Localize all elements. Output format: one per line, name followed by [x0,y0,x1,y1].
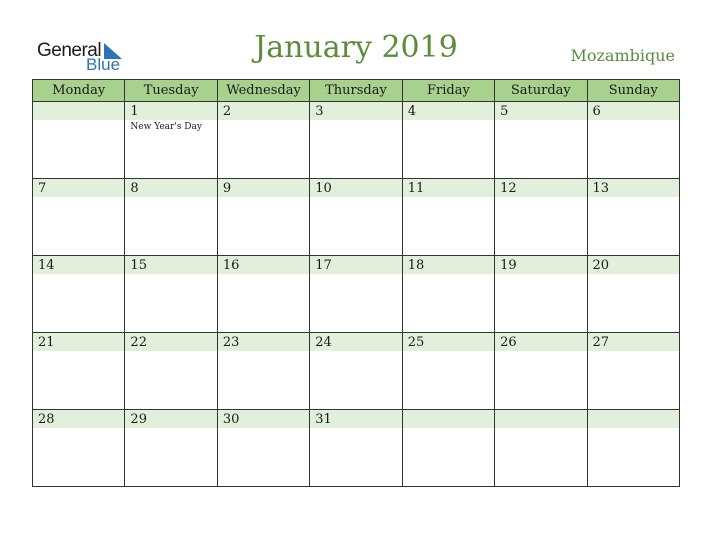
day-number: 28 [33,410,124,428]
weekday-header-row [33,80,680,102]
week-row [33,410,680,487]
day-number: 6 [588,102,679,120]
day-cell [310,256,402,333]
day-number: 20 [588,256,679,274]
day-number: 19 [495,256,586,274]
country-label: Mozambique [570,46,675,65]
day-cell [587,179,679,256]
day-number: 11 [403,179,494,197]
day-number [403,410,494,428]
day-number: 30 [218,410,309,428]
day-number: 9 [218,179,309,197]
day-number: 29 [125,410,216,428]
day-cell [217,102,309,179]
day-cell [587,333,679,410]
day-cell [33,333,125,410]
weekday-header: Sunday [587,80,679,102]
month-title: January 2019 [254,30,458,65]
day-cell [125,179,217,256]
day-number: 16 [218,256,309,274]
day-number: 27 [588,333,679,351]
day-number: 1 [125,102,216,120]
day-cell [125,256,217,333]
day-number: 13 [588,179,679,197]
day-cell [310,333,402,410]
week-row [33,179,680,256]
day-cell [495,333,587,410]
day-number: 12 [495,179,586,197]
day-number: 23 [218,333,309,351]
day-cell [33,410,125,487]
week-row [33,256,680,333]
day-number: 31 [310,410,401,428]
day-number: 26 [495,333,586,351]
week-row [33,333,680,410]
day-cell [402,179,494,256]
day-number: 17 [310,256,401,274]
weekday-header: Thursday [310,80,402,102]
weekday-header: Friday [402,80,494,102]
day-cell [587,410,679,487]
weekday-header: Tuesday [125,80,217,102]
day-cell [495,256,587,333]
day-number: 15 [125,256,216,274]
day-cell [402,256,494,333]
weekday-header: Saturday [495,80,587,102]
day-cell [125,102,217,179]
day-number [588,410,679,428]
weekday-header: Wednesday [217,80,309,102]
day-cell [33,179,125,256]
day-cell [587,102,679,179]
day-cell [495,410,587,487]
day-cell [33,102,125,179]
day-number: 25 [403,333,494,351]
day-number: 8 [125,179,216,197]
day-number: 21 [33,333,124,351]
day-cell [310,410,402,487]
day-number: 22 [125,333,216,351]
day-cell [310,102,402,179]
day-cell [587,256,679,333]
logo-text-general: General [37,40,102,61]
day-number: 3 [310,102,401,120]
day-number: 10 [310,179,401,197]
day-number: 24 [310,333,401,351]
day-cell [495,179,587,256]
day-cell [33,256,125,333]
day-number: 18 [403,256,494,274]
day-cell [402,102,494,179]
day-number: 14 [33,256,124,274]
day-number: 7 [33,179,124,197]
day-number: 4 [403,102,494,120]
day-cell [402,333,494,410]
day-cell [125,410,217,487]
week-row [33,102,680,179]
calendar-grid [32,79,680,487]
day-cell [125,333,217,410]
day-cell [217,179,309,256]
day-number: 5 [495,102,586,120]
day-number [33,102,124,120]
day-number [495,410,586,428]
day-cell [402,410,494,487]
day-cell [310,179,402,256]
day-cell [217,333,309,410]
holiday-label: New Year's Day [130,122,202,132]
day-number: 2 [218,102,309,120]
logo-text-blue: Blue [86,55,121,74]
day-cell [217,410,309,487]
weekday-header: Monday [33,80,125,102]
day-cell [495,102,587,179]
day-cell [217,256,309,333]
